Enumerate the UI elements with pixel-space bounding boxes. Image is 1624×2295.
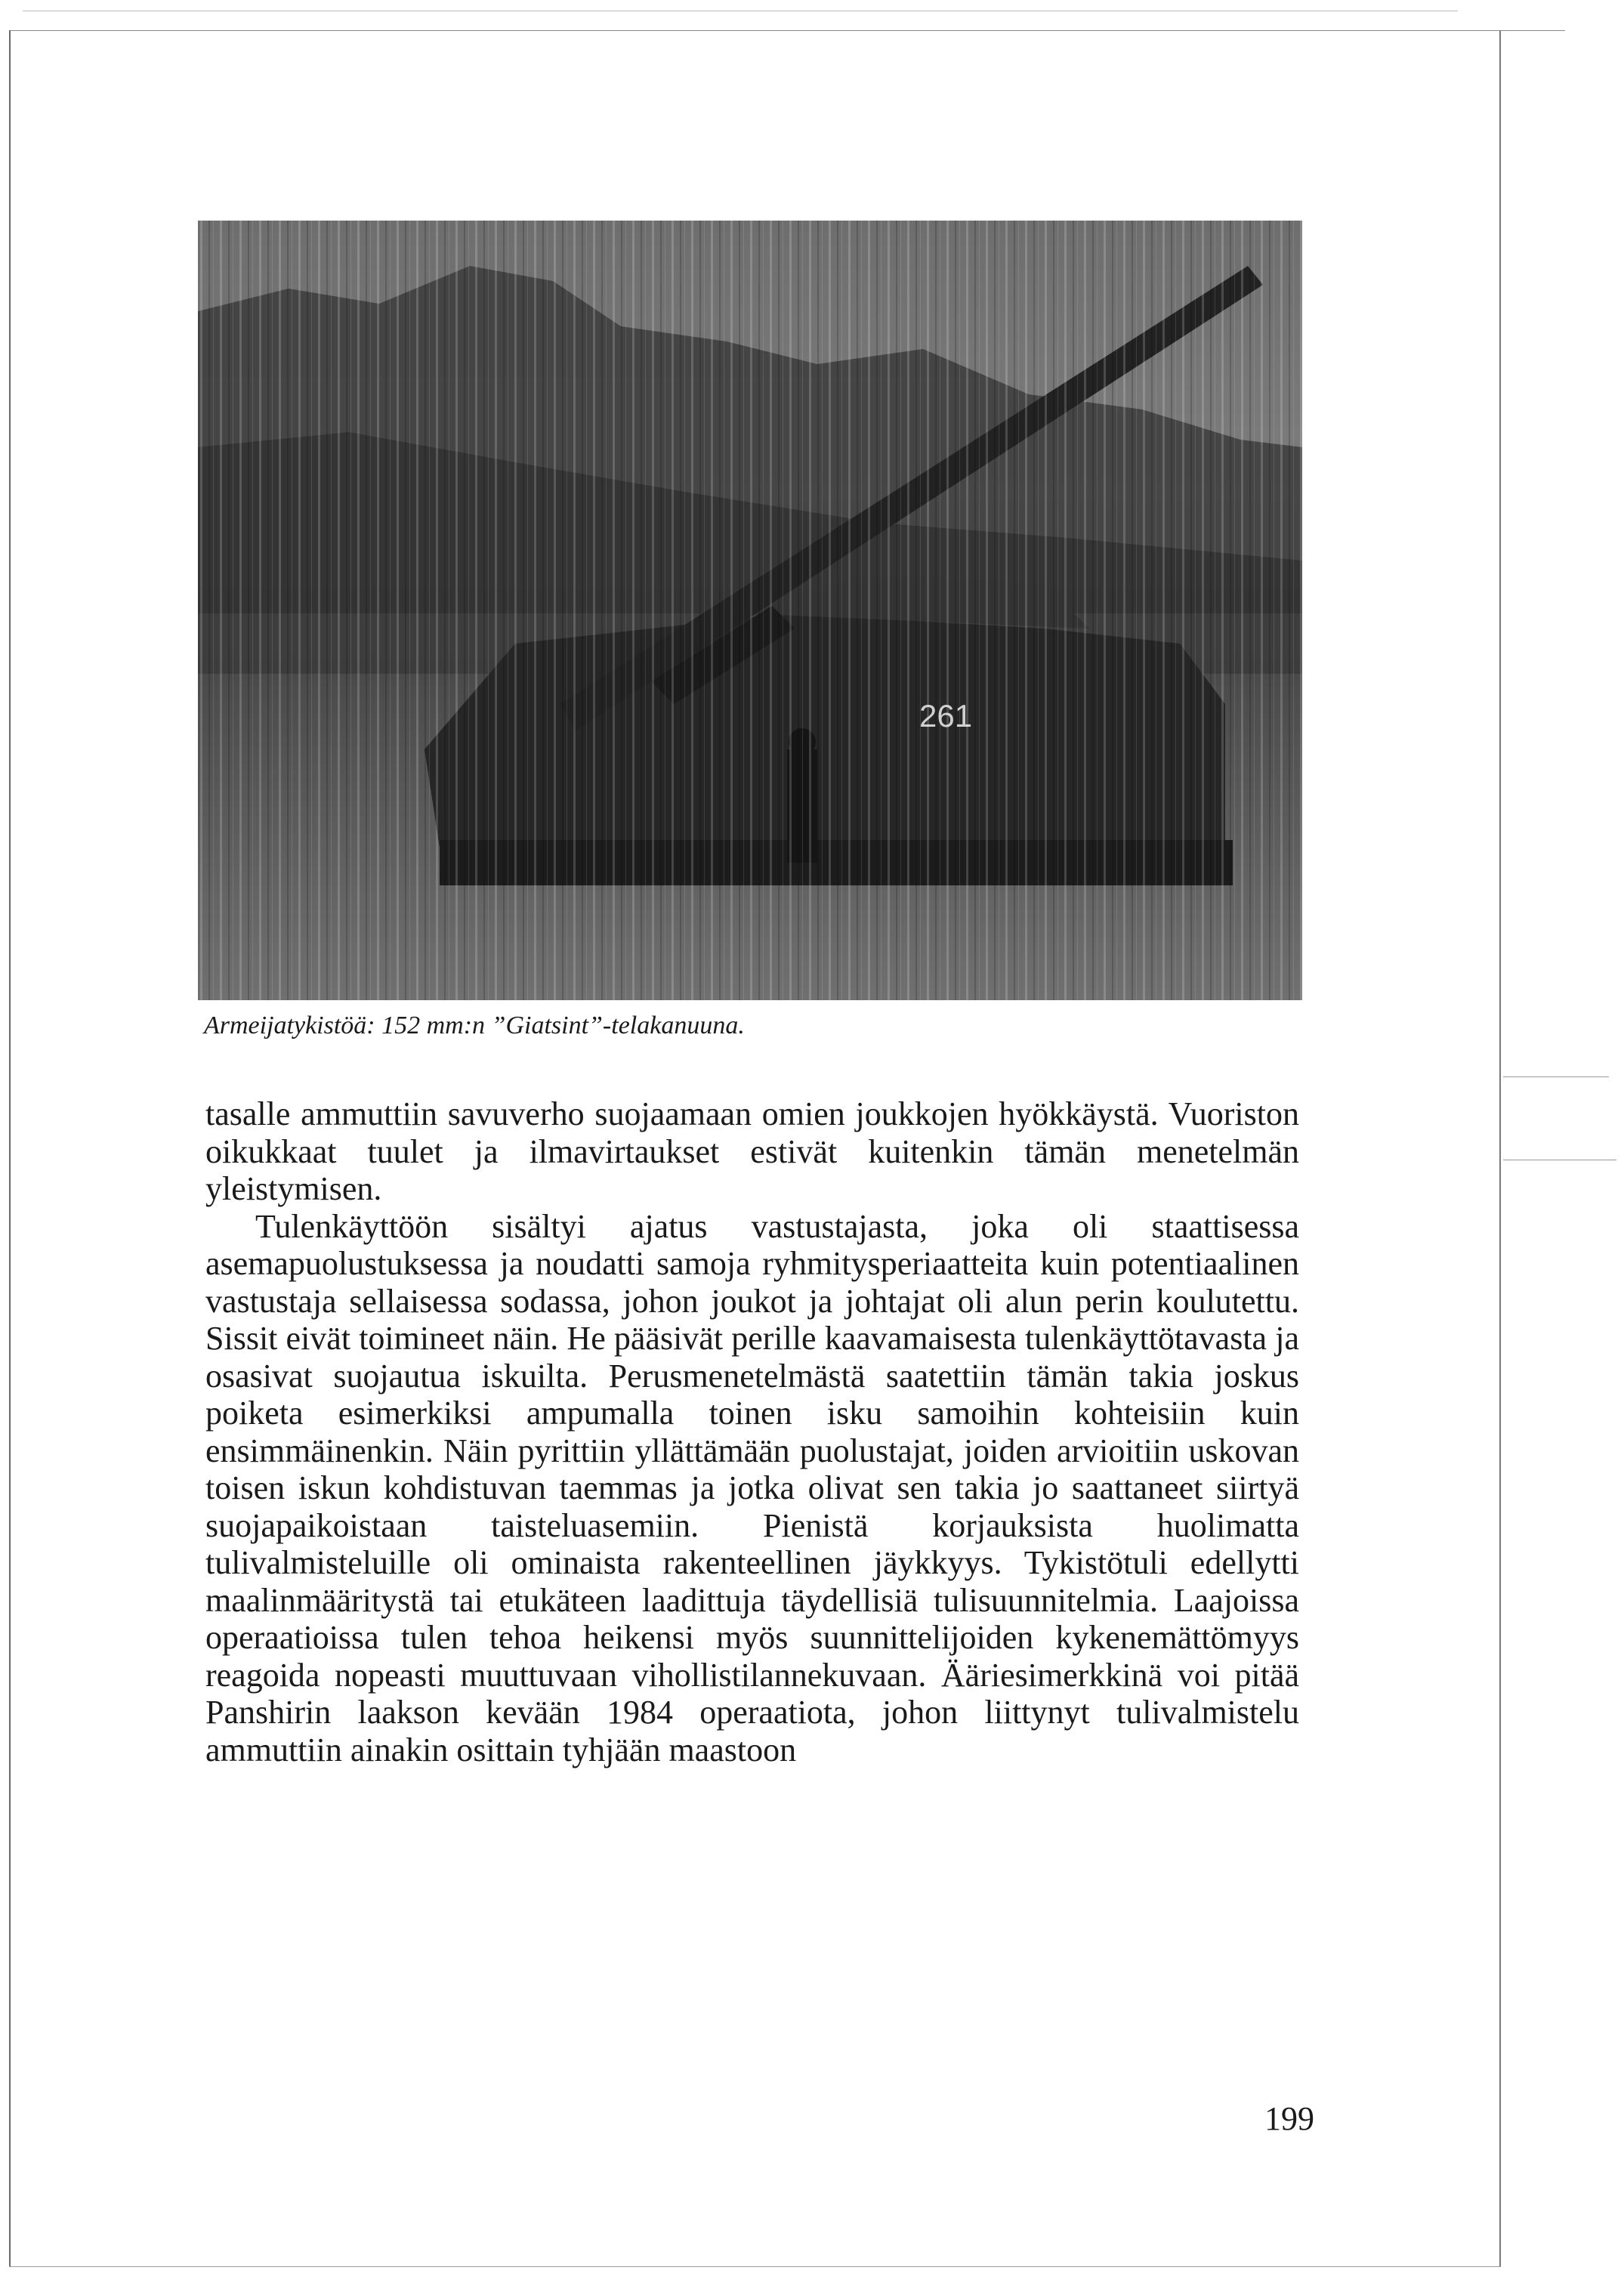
photograph-self-propelled-gun	[198, 221, 1302, 1000]
figure-caption: Armeijatykistöä: 152 mm:n ”Giatsint”-telakanuuna.	[204, 1012, 745, 1039]
photo-image	[198, 221, 1302, 1000]
page-number: 199	[1264, 2100, 1314, 2137]
scan-edge-top	[9, 30, 1565, 31]
scan-mark	[1503, 1076, 1609, 1077]
paragraph: tasalle ammuttiin savuverho suojaamaan omien joukkojen hyökkäystä. Vuoriston oikukkaat tuulet ja ilmavirtaukset estivät kuitenkin tämän menetelmän yleistymisen.	[205, 1095, 1299, 1207]
scan-edge-right	[1499, 30, 1501, 2266]
scan-edge-left	[9, 30, 11, 2266]
body-text	[205, 1095, 1299, 1768]
scan-edge-bottom	[9, 2266, 1501, 2267]
paragraph: Tulenkäyttöön sisältyi ajatus vastustajasta, joka oli staattisessa asemapuolustuksessa ja noudatti samoja ryhmitysperiaatteita kuin potentiaalinen vastustaja sellaisessa sodassa, johon joukot ja johtajat oli alun perin koulutettu. Sissit eivät toimineet näin. He pääsivät perille kaavamaisesta tulenkäyttötavasta ja osasivat suojautua iskuilta. Perusmenetelmästä saatettiin tämän takia joskus poiketa esimerkiksi ampumalla toinen isku samoihin kohteisiin kuin ensimmäinenkin. Näin pyrittiin yllättämään puolustajat, joiden arvioitiin uskovan toisen iskun kohdistuvan taemmas ja jotka olivat sen takia jo saattaneet siirtyä suojapaikoistaan taisteluasemiin. Pienistä korjauksista huolimatta tulivalmisteluille oli ominaista rakenteellinen jäykkyys. Tykistötuli edellytti maalinmääritystä tai etukäteen laadittuja täydellisiä tulisuunnitelmia. Laajoissa operaatioissa tulen tehoa heikensi myös suunnittelijoiden kykenemättömyys reagoida nopeasti muuttuvaan vihollistilannekuvaan. Ääriesimerkkinä voi pitää Panshirin laakson kevään 1984 operaatiota, johon liittynyt tulivalmistelu ammuttiin ainakin osittain tyhjään maastoon	[205, 1207, 1299, 1768]
